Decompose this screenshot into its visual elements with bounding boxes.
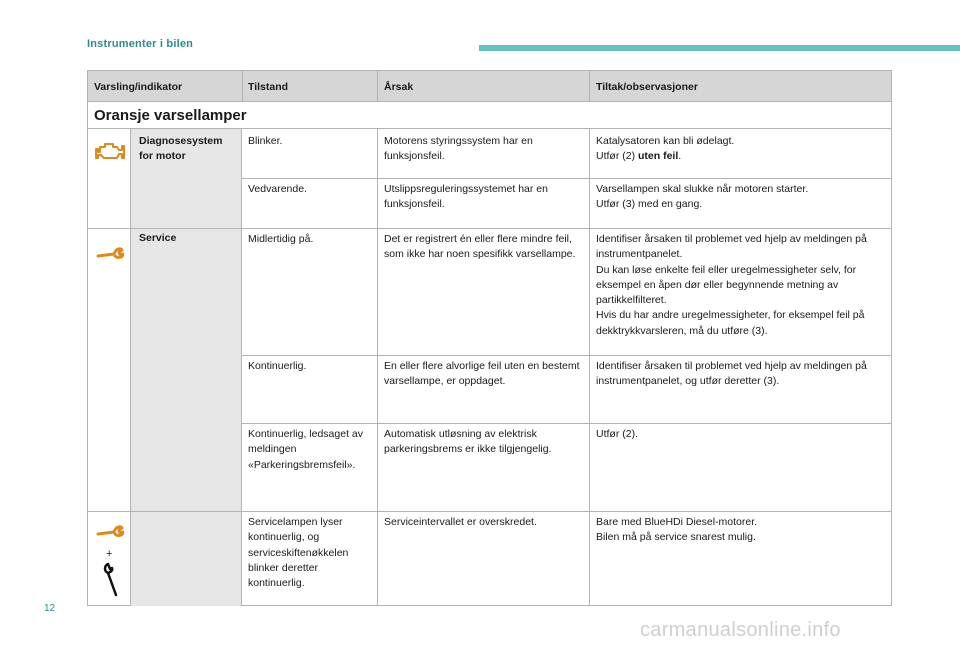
indicator-name-service: Service [139,232,177,244]
column-header-tilstand: Tilstand [248,81,289,93]
warning-lamps-table [87,70,892,606]
row3-tilstand: Midlertidig på. [248,233,314,245]
row2-tiltak: Varsellampen skal slukke når motoren starter. Utfør (3) med en gang. [596,183,809,211]
row4-tilstand: Kontinuerlig. [248,360,307,372]
engine-check-icon [95,141,125,163]
row1-arsak: Motorens styringssystem har en funksjonsfeil. [384,135,533,163]
row1-tiltak: Katalysatoren kan bli ødelagt. Utfør (2) uten feil. [596,135,735,163]
row1-tilstand: Blinker. [248,135,283,147]
wrench-icon [96,244,124,262]
column-header-indikator: Varsling/indikator [94,81,183,93]
row5-tilstand: Kontinuerlig, ledsaget av meldingen «Parkeringsbremsfeil». [248,428,363,471]
row2-tilstand: Vedvarende. [248,183,307,195]
row5-arsak: Automatisk utløsning av elektrisk parkeringsbrems er ikke tilgjengelig. [384,428,552,456]
row6-arsak: Serviceintervallet er overskredet. [384,516,537,528]
row4-arsak: En eller flere alvorlige feil uten en bestemt varsellampe, er oppdaget. [384,360,580,388]
column-header-tiltak: Tiltak/observasjoner [596,81,698,93]
table-header-row [88,71,891,102]
column-header-arsak: Årsak [384,81,414,93]
row3-arsak: Det er registrert én eller flere mindre feil, som ikke har noen spesifikk varsellampe. [384,233,576,261]
spanner-vertical-icon [99,562,121,598]
row6-tilstand: Servicelampen lyser kontinuerlig, og serviceskiftenøkkelen blinker deretter kontinuerlig. [248,516,349,590]
page-section-title: Instrumenter i bilen [87,38,194,50]
wrench-icon-service-interval [96,522,124,540]
indicator-name-column [131,129,242,606]
watermark: carmanualsonline.info [640,619,841,641]
header-accent-bar [479,45,960,51]
row2-arsak: Utslippsreguleringssystemet har en funksjonsfeil. [384,183,548,211]
indicator-name-engine: Diagnosesystem for motor [139,135,223,162]
row4-tiltak: Identifiser årsaken til problemet ved hjelp av meldingen på instrumentpanelet, og utfør deretter (3). [596,360,867,388]
section-title: Oransje varsellamper [88,102,891,129]
row3-tiltak: Identifiser årsaken til problemet ved hjelp av meldingen på instrumentpanelet. Du kan løse enkelte feil eller uregelmessigheter selv, for eksempel en åpen dør eller begynnende metning av partikkelfilteret. Hvis du har andre uregelmessigheter, for eksempel feil på dekktrykkvarsleren, må du utføre (3). [596,233,867,337]
plus-sign: + [106,548,113,560]
row6-tiltak: Bare med BlueHDi Diesel-motorer. Bilen må på service snarest mulig. [596,516,758,544]
page-number: 12 [44,603,56,614]
row5-tiltak: Utfør (2). [596,428,638,440]
